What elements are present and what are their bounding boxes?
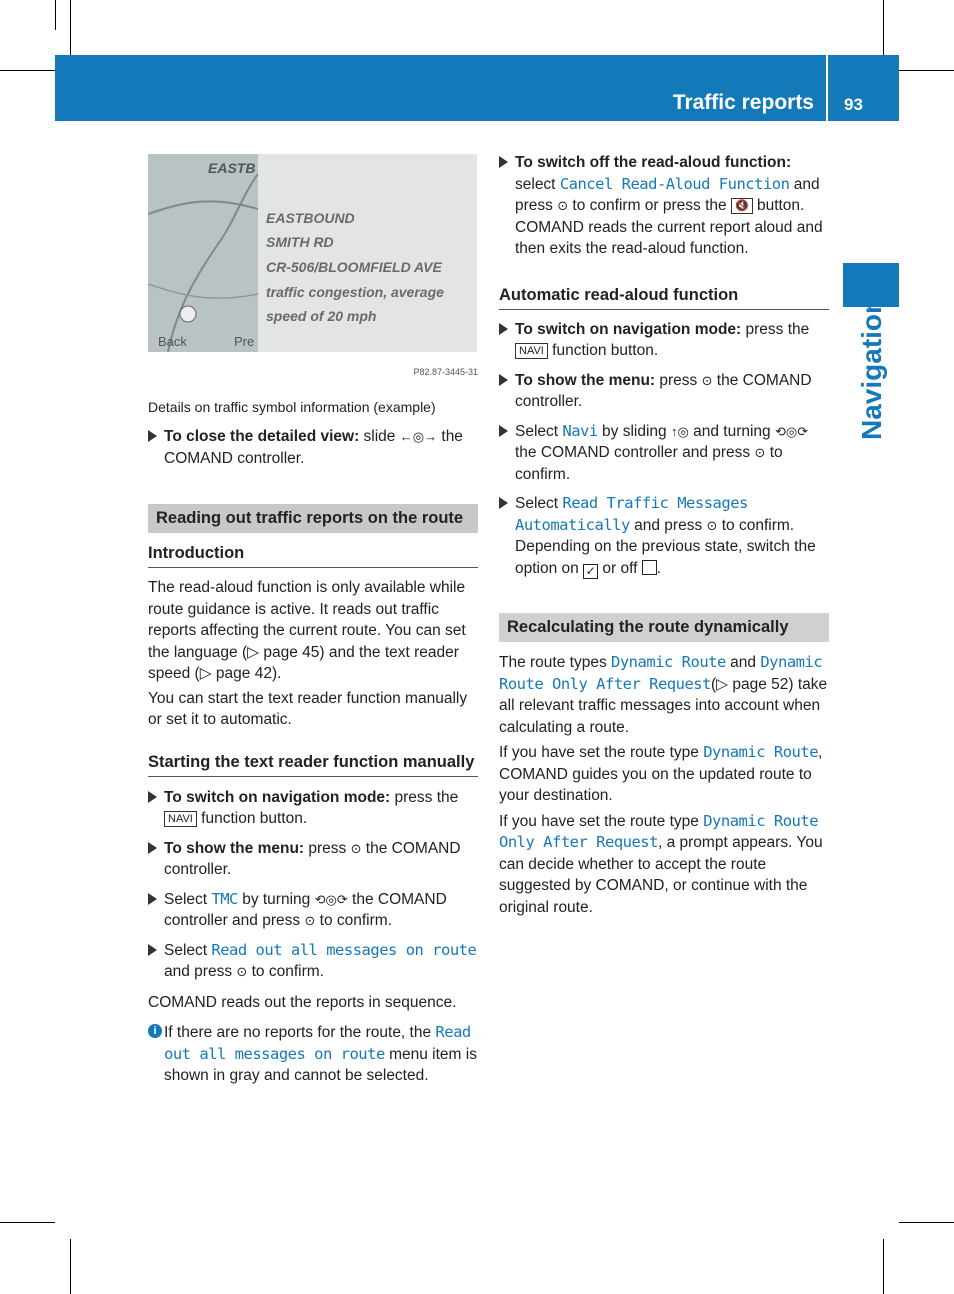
bullet-triangle-icon: [499, 323, 508, 335]
header-divider: [826, 55, 828, 121]
left-column: [148, 154, 478, 1087]
controller-press-icon: ⊙: [701, 372, 713, 388]
crop-mark: [883, 1239, 884, 1294]
checkbox-checked-icon: ✓: [583, 564, 598, 579]
figure-line: speed of 20 mph: [266, 308, 377, 324]
crop-mark: [899, 1222, 954, 1223]
checkbox-unchecked-icon: [642, 560, 657, 575]
controller-press-icon: ⊙: [350, 840, 362, 856]
figure-line: EASTBOUND: [266, 210, 355, 226]
list-item: Select Navi by sliding ↑◎ and turning ⟲◎⟳ the COMAND controller and press ⊙ to confirm.: [499, 421, 829, 486]
bullet-triangle-icon: [148, 842, 157, 854]
bullet-triangle-icon: [148, 430, 157, 442]
crop-mark: [55, 0, 56, 30]
figure-line: CR-506/BLOOMFIELD AVE: [266, 259, 442, 275]
paragraph: The route types Dynamic Route and Dynamic Route Only After Request(▷ page 52) take all relevant traffic messages into account when calculating a route.: [499, 653, 828, 736]
list-item: To close the detailed view: slide ←◎→ the COMAND controller.: [148, 426, 478, 469]
info-note: i If there are no reports for the route, the Read out all messages on route menu item is shown in gray and cannot be selected.: [148, 1022, 478, 1087]
info-icon: i: [148, 1024, 162, 1038]
paragraph: The read-aloud function is only available while route guidance is active. It reads out traffic reports affecting the current route. You can set the language (▷ page 45) and the text reader speed (▷ page 42).: [148, 579, 466, 682]
subheading: Automatic read-aloud function: [499, 285, 829, 310]
list-item: To switch off the read-aloud function: select Cancel Read-Aloud Function and press ⊙ to confirm or press the 🔇 button. COMAND reads the current report aloud and then exits the read-aloud function.: [499, 152, 829, 260]
right-column: [499, 152, 829, 918]
paragraph: COMAND reads out the reports in sequence.: [148, 993, 457, 1011]
crop-mark: [883, 0, 884, 55]
list-item: To switch on navigation mode: press the NAVI function button.: [148, 787, 478, 830]
controller-press-icon: ⊙: [706, 517, 718, 533]
header-title: Traffic reports: [672, 91, 814, 114]
bullet-triangle-icon: [499, 156, 508, 168]
crop-mark: [70, 1239, 71, 1294]
page-number: 93: [844, 95, 863, 114]
list-item: Select Read Traffic Messages Automatically and press ⊙ to confirm. Depending on the previous state, switch the option on ✓ or off .: [499, 493, 829, 579]
figure-line: SMITH RD: [266, 234, 334, 250]
crop-mark: [70, 0, 71, 55]
controller-turn-icon: ⟲◎⟳: [774, 423, 809, 439]
section-heading: Recalculating the route dynamically: [499, 613, 829, 642]
traffic-info-figure: [148, 154, 477, 352]
bullet-triangle-icon: [499, 374, 508, 386]
figure-top-label: EASTB: [208, 160, 256, 176]
list-item: To show the menu: press ⊙ the COMAND controller.: [148, 838, 478, 881]
controller-press-icon: ⊙: [754, 445, 766, 460]
bullet-triangle-icon: [148, 893, 157, 905]
subheading: Introduction: [148, 543, 478, 568]
bullet-triangle-icon: [499, 425, 508, 437]
controller-press-icon: ⊙: [304, 913, 316, 928]
figure-caption: Details on traffic symbol information (example): [148, 398, 436, 415]
list-item: Select TMC by turning ⟲◎⟳ the COMAND controller and press ⊙ to confirm.: [148, 889, 478, 932]
navi-key-icon: NAVI: [164, 811, 197, 827]
bullet-triangle-icon: [499, 497, 508, 509]
list-item: Select Read out all messages on route and press ⊙ to confirm.: [148, 940, 478, 983]
figure-pre-label: Pre: [234, 334, 255, 349]
paragraph: If you have set the route type Dynamic Route Only After Request, a prompt appears. You can decide whether to accept the route suggested by COMAND, or continue with the original route.: [499, 811, 823, 916]
controller-turn-icon: ⟲◎⟳: [314, 891, 348, 907]
crop-mark: [0, 70, 55, 71]
bullet-triangle-icon: [148, 944, 157, 956]
figure-map: [148, 154, 258, 352]
list-item: To show the menu: press ⊙ the COMAND controller.: [499, 370, 829, 413]
side-tab-label: Navigation: [856, 296, 887, 440]
map-roads-graphic: [148, 154, 258, 352]
list-item: To switch on navigation mode: press the NAVI function button.: [499, 319, 829, 362]
mute-key-icon: 🔇: [731, 198, 753, 214]
paragraph: If you have set the route type Dynamic Route, COMAND guides you on the updated route to your destination.: [499, 743, 823, 804]
subheading: Starting the text reader function manually: [148, 752, 478, 777]
section-heading: Reading out traffic reports on the route: [148, 504, 478, 533]
controller-slide-icon: ←◎→: [399, 429, 438, 444]
figure-line: traffic congestion, average: [266, 284, 444, 300]
figure-back-label: Back: [158, 334, 187, 349]
crop-mark: [899, 70, 954, 71]
controller-press-icon: ⊙: [557, 198, 569, 213]
header-bar: [55, 55, 899, 121]
crop-mark: [0, 1222, 55, 1223]
figure-reference: P82.87-3445-31: [413, 367, 478, 377]
controller-press-icon: ⊙: [236, 964, 248, 979]
bullet-triangle-icon: [148, 791, 157, 803]
paragraph: You can start the text reader function manually or set it to automatic.: [148, 689, 468, 728]
controller-slide-up-icon: ↑◎: [670, 423, 689, 439]
navi-key-icon: NAVI: [515, 343, 548, 359]
